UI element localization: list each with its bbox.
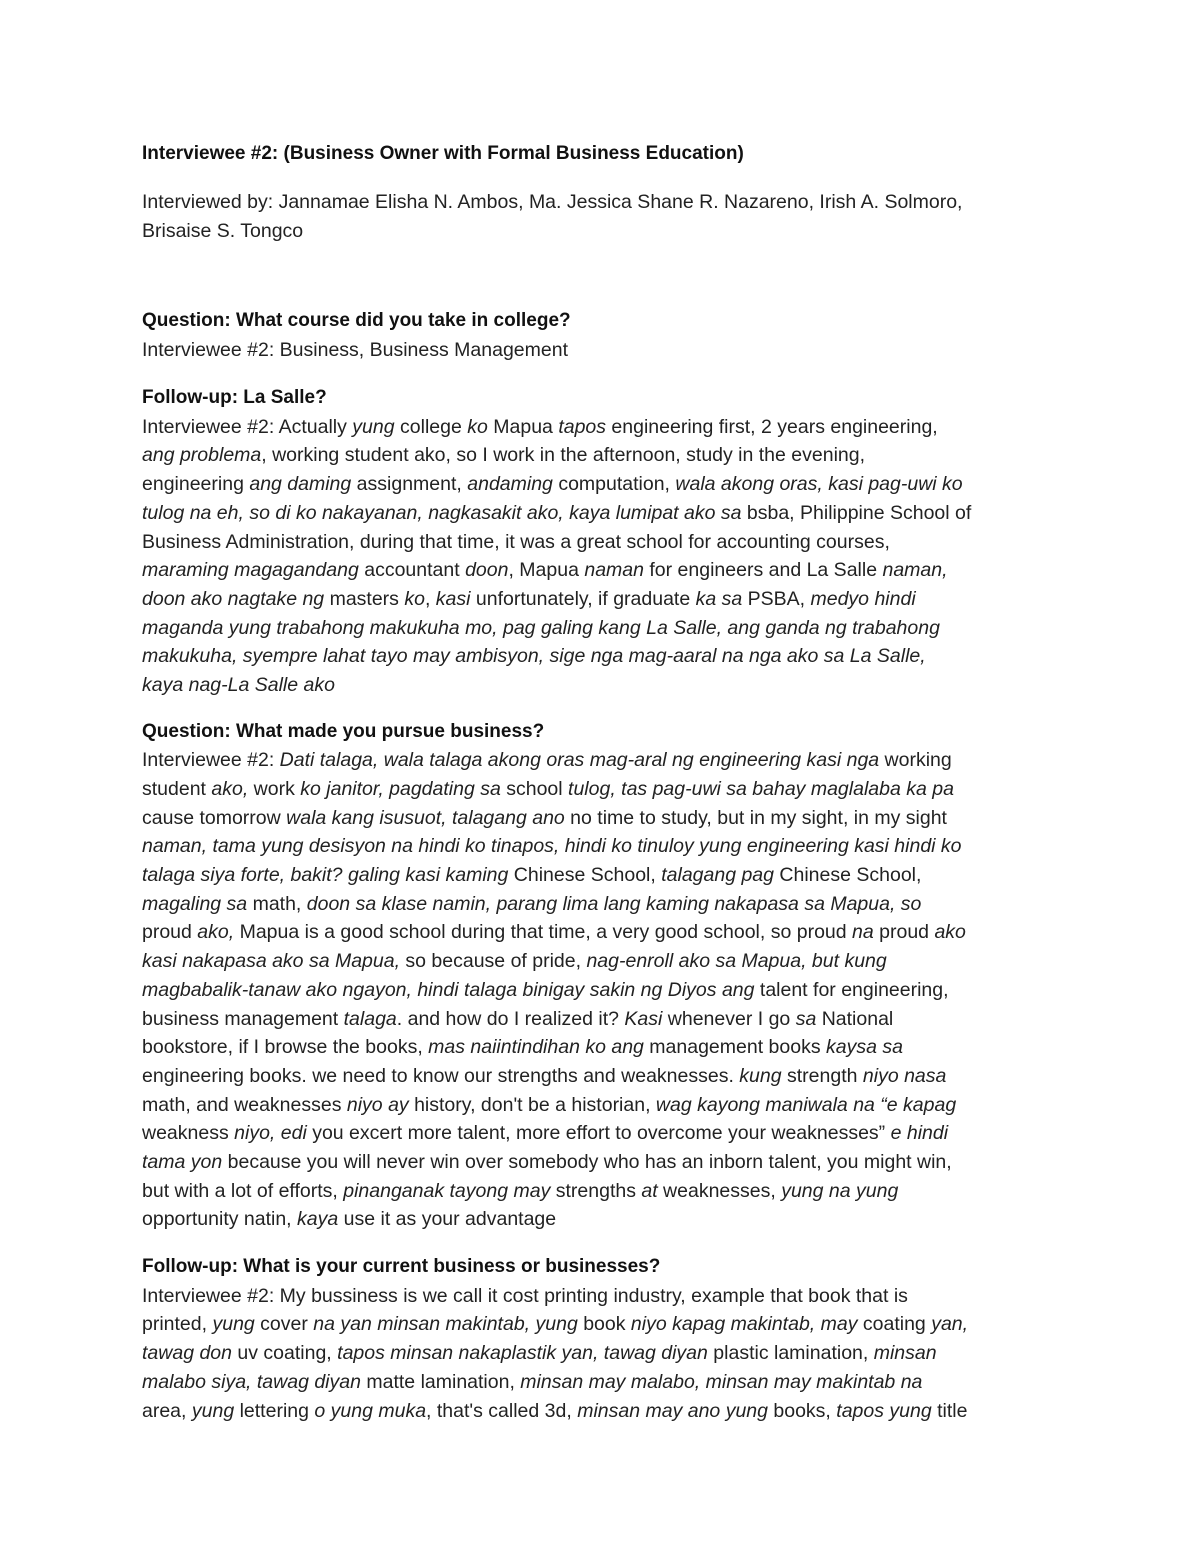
text-run: weakness — [142, 1122, 235, 1145]
text-run: bookstore, if I browse the books, — [142, 1036, 429, 1059]
byline-line: Brisaise S. Tongco — [142, 219, 304, 242]
answer-line — [142, 1368, 1062, 1397]
answer-line — [142, 918, 1062, 947]
text-run: bsba, Philippine School of — [741, 501, 972, 524]
answer-line — [142, 642, 1062, 671]
qa-section — [142, 1253, 1062, 1425]
answer-line — [142, 556, 1062, 585]
italic-run: minsan may ano yung — [577, 1399, 768, 1422]
text-run: strengths — [550, 1179, 642, 1202]
italic-run: wala akong oras, kasi pag-uwi ko — [675, 473, 963, 496]
italic-run: magbabalik-tanaw ako ngayon, hindi talaga binigay sakin ng Diyos ang — [142, 978, 755, 1001]
text-run: coating — [857, 1313, 932, 1336]
text-run: books, — [767, 1399, 837, 1422]
italic-run: tapos — [558, 415, 607, 438]
answer-line — [142, 1310, 1062, 1339]
italic-run: naman, tama yung desisyon na hindi ko tinapos, hindi ko tinuloy yung engineering kasi hindi ko — [142, 835, 962, 858]
text-run: engineering books. we need to know our strengths and weaknesses. — [142, 1064, 740, 1087]
italic-run: andaming — [467, 473, 553, 496]
italic-run: kaya — [297, 1208, 339, 1231]
text-run: Mapua is a good school during that time, a very good school, so proud — [234, 921, 853, 944]
qa-section — [142, 718, 1062, 1234]
text-run: Business Administration, during that time, it was a great school for accounting courses, — [142, 530, 890, 553]
italic-run: makukuha, syempre lahat tayo may ambisyon, sige nga mag-aaral na nga ako sa La Salle, — [142, 645, 926, 668]
followup-heading: Follow-up: What is your current business or businesses? — [142, 1256, 661, 1278]
document-title: Interviewee #2: (Business Owner with Formal Business Education) — [142, 143, 744, 164]
italic-run: kaya nag-La Salle ako — [142, 674, 335, 697]
text-run: school — [500, 777, 569, 800]
italic-run: ang daming — [249, 473, 352, 496]
document-page — [142, 140, 1062, 1425]
italic-run: ang problema — [142, 444, 262, 467]
text-run: you excert more talent, more effort to overcome your weaknesses” — [306, 1122, 891, 1145]
text-run: , — [424, 587, 436, 610]
italic-run: e hindi — [890, 1122, 949, 1145]
italic-run: maraming magagandang — [142, 559, 359, 582]
italic-run: kaysa sa — [826, 1036, 903, 1059]
italic-run: talagang pag — [661, 864, 774, 887]
text-run: engineering — [142, 473, 250, 496]
answer-line — [142, 1397, 1062, 1426]
text-run: computation, — [552, 473, 676, 496]
text-run: working — [879, 749, 952, 772]
text-run: Interviewee #2: My bussiness is we call it cost printing industry, example that book that is — [142, 1284, 908, 1307]
italic-run: maganda yung trabahong makukuha mo, pag galing kang La Salle, ang ganda ng trabahong — [142, 616, 940, 639]
answer-text — [142, 1282, 1062, 1426]
answer-line — [142, 1091, 1062, 1120]
text-run: because you will never win over somebody who has an inborn talent, you might win, — [222, 1151, 952, 1174]
text-run: printed, — [142, 1313, 213, 1336]
answer-line — [142, 1148, 1062, 1177]
text-run: Interviewee #2: Actually — [142, 415, 353, 438]
italic-run: tama yon — [142, 1151, 223, 1174]
italic-run: kasi nakapasa ako sa Mapua, — [142, 950, 400, 973]
answer-line — [142, 1177, 1062, 1206]
italic-run: yung — [352, 415, 395, 438]
italic-run: niyo ay — [346, 1093, 409, 1116]
italic-run: nag-enroll ako sa Mapua, but kung — [586, 950, 887, 973]
answer-line — [142, 671, 1062, 700]
italic-run: wala kang isusuot, talagang ano — [286, 806, 565, 829]
text-run: engineering first, 2 years engineering, — [606, 415, 938, 438]
text-run: , Mapua — [508, 559, 585, 582]
text-run: Mapua — [487, 415, 559, 438]
italic-run: tulog na eh, so di ko nakayanan, nagkasakit ako, kaya lumipat ako sa — [142, 501, 742, 524]
italic-run: yung — [212, 1313, 255, 1336]
italic-run: at — [641, 1179, 658, 1202]
answer-line — [142, 976, 1062, 1005]
answer-line — [142, 1033, 1062, 1062]
answer-text — [142, 336, 1062, 365]
italic-run: wag kayong maniwala na “e kapag — [655, 1093, 957, 1116]
text-run: student — [142, 777, 212, 800]
answer-line — [142, 832, 1062, 861]
italic-run: tapos minsan nakaplastik yan, tawag diyan — [337, 1342, 708, 1365]
italic-run: na — [852, 921, 874, 944]
text-run: cause tomorrow — [142, 806, 287, 829]
text-run: proud — [142, 921, 198, 944]
interviewer-byline — [142, 188, 1062, 245]
italic-run: ako, — [197, 921, 235, 944]
text-run: no time to study, but in my sight, in my sight — [564, 806, 947, 829]
text-run: Chinese School, — [508, 864, 662, 887]
italic-run: naman, — [882, 559, 948, 582]
answer-line — [142, 470, 1062, 499]
italic-run: yung na yung — [781, 1179, 899, 1202]
answer-line — [142, 528, 1062, 557]
italic-run: malabo siya, tawag diyan — [142, 1370, 361, 1393]
text-run: accountant — [358, 559, 466, 582]
italic-run: yung — [191, 1399, 235, 1422]
text-run: National — [816, 1007, 894, 1030]
answer-line — [142, 336, 1062, 365]
text-run: so because of pride, — [400, 950, 587, 973]
italic-run: ako — [934, 921, 966, 944]
text-run: cover — [254, 1313, 314, 1336]
text-run: math, and weaknesses — [142, 1093, 347, 1116]
italic-run: mas naiintindihan ko ang — [428, 1036, 644, 1059]
italic-run: doon ako nagtake ng — [142, 587, 325, 610]
answer-text — [142, 413, 1062, 700]
text-run: uv coating, — [232, 1342, 338, 1365]
text-run: Chinese School, — [774, 864, 922, 887]
text-run: talent for engineering, — [754, 978, 949, 1001]
text-run: whenever I go — [662, 1007, 796, 1030]
byline-line: Interviewed by: Jannamae Elisha N. Ambos, Ma. Jessica Shane R. Nazareno, Irish A. Solmoro, — [142, 191, 963, 213]
italic-run: tawag don — [142, 1342, 232, 1365]
answer-line — [142, 499, 1062, 528]
question-heading: Question: What course did you take in college? — [142, 310, 571, 331]
italic-run: talaga — [343, 1007, 397, 1030]
text-run: title — [931, 1399, 968, 1422]
italic-run: doon — [465, 559, 509, 582]
italic-run: pinanganak tayong may — [343, 1179, 551, 1202]
italic-run: sa — [795, 1007, 817, 1030]
italic-run: minsan — [873, 1342, 937, 1365]
answer-line — [142, 1282, 1062, 1311]
text-run: matte lamination, — [360, 1370, 521, 1393]
italic-run: magaling sa — [142, 892, 248, 915]
italic-run: niyo nasa — [862, 1064, 947, 1087]
italic-run: doon sa klase namin, parang lima lang kaming nakapasa sa Mapua, so — [306, 892, 922, 915]
text-run: proud — [873, 921, 935, 944]
text-run: Interviewee #2: — [142, 749, 280, 772]
answer-line — [142, 1062, 1062, 1091]
italic-run: ko janitor, pagdating sa — [300, 777, 501, 800]
answer-line — [142, 441, 1062, 470]
italic-run: ako, — [211, 777, 254, 800]
text-run: weaknesses, — [657, 1179, 782, 1202]
italic-run: medyo hindi — [810, 587, 916, 610]
answer-line — [142, 861, 1062, 890]
text-run: , that's called 3d, — [426, 1399, 578, 1422]
text-run: , working student ako, so I work in the afternoon, study in the evening, — [261, 444, 866, 467]
answer-line — [142, 775, 1062, 804]
text-run: . and how do I realized it? — [396, 1007, 625, 1030]
answer-line — [142, 1339, 1062, 1368]
text-run: masters — [324, 587, 405, 610]
italic-run: kung — [739, 1064, 782, 1087]
text-run: for engineers and La Salle — [643, 559, 883, 582]
text-run: use it as your advantage — [338, 1208, 557, 1231]
italic-run: Kasi — [624, 1007, 663, 1030]
text-run: book — [577, 1313, 631, 1336]
text-run: area, — [142, 1399, 192, 1422]
qa-section — [142, 384, 1062, 700]
italic-run: tulog, tas pag-uwi sa bahay maglalaba ka pa — [568, 777, 954, 800]
text-run: lettering — [234, 1399, 315, 1422]
answer-line — [142, 585, 1062, 614]
italic-run: niyo kapag makintab, may — [630, 1313, 858, 1336]
text-run: strength — [781, 1064, 863, 1087]
italic-run: kasi — [435, 587, 471, 610]
italic-run: ko — [467, 415, 488, 438]
text-run: unfortunately, if graduate — [470, 587, 696, 610]
answer-line — [142, 1005, 1062, 1034]
answer-line — [142, 890, 1062, 919]
text-run: PSBA, — [742, 587, 811, 610]
answer-line — [142, 614, 1062, 643]
italic-run: ka sa — [695, 587, 743, 610]
italic-run: o yung muka — [314, 1399, 427, 1422]
answer-line — [142, 1119, 1062, 1148]
answer-line — [142, 413, 1062, 442]
italic-run: niyo, edi — [234, 1122, 307, 1145]
italic-run: ko — [404, 587, 425, 610]
text-run: college — [394, 415, 468, 438]
answer-line — [142, 1205, 1062, 1234]
text-run: work — [253, 777, 301, 800]
answer-line — [142, 804, 1062, 833]
text-run: plastic lamination, — [707, 1342, 874, 1365]
text-run: history, don't be a historian, — [408, 1093, 656, 1116]
italic-run: tapos yung — [836, 1399, 932, 1422]
italic-run: na yan minsan makintab, yung — [313, 1313, 578, 1336]
text-run: math, — [247, 892, 307, 915]
question-heading: Question: What made you pursue business? — [142, 720, 545, 742]
answer-text — [142, 746, 1062, 1234]
text-run: business management — [142, 1007, 344, 1030]
text-run: management books — [643, 1036, 826, 1059]
answer-line — [142, 947, 1062, 976]
qa-section — [142, 307, 1062, 364]
text-run: Interviewee #2: Business, Business Management — [142, 338, 568, 361]
text-run: opportunity natin, — [142, 1208, 298, 1231]
italic-run: yan, — [931, 1313, 969, 1336]
text-run: assignment, — [351, 473, 468, 496]
italic-run: Dati talaga, wala talaga akong oras mag-aral ng engineering kasi nga — [279, 749, 880, 772]
answer-line — [142, 746, 1062, 775]
text-run: but with a lot of efforts, — [142, 1179, 344, 1202]
italic-run: naman — [584, 559, 644, 582]
italic-run: talaga siya forte, bakit? galing kasi kaming — [142, 864, 509, 887]
italic-run: minsan may malabo, minsan may makintab na — [520, 1370, 923, 1393]
followup-heading: Follow-up: La Salle? — [142, 387, 327, 409]
